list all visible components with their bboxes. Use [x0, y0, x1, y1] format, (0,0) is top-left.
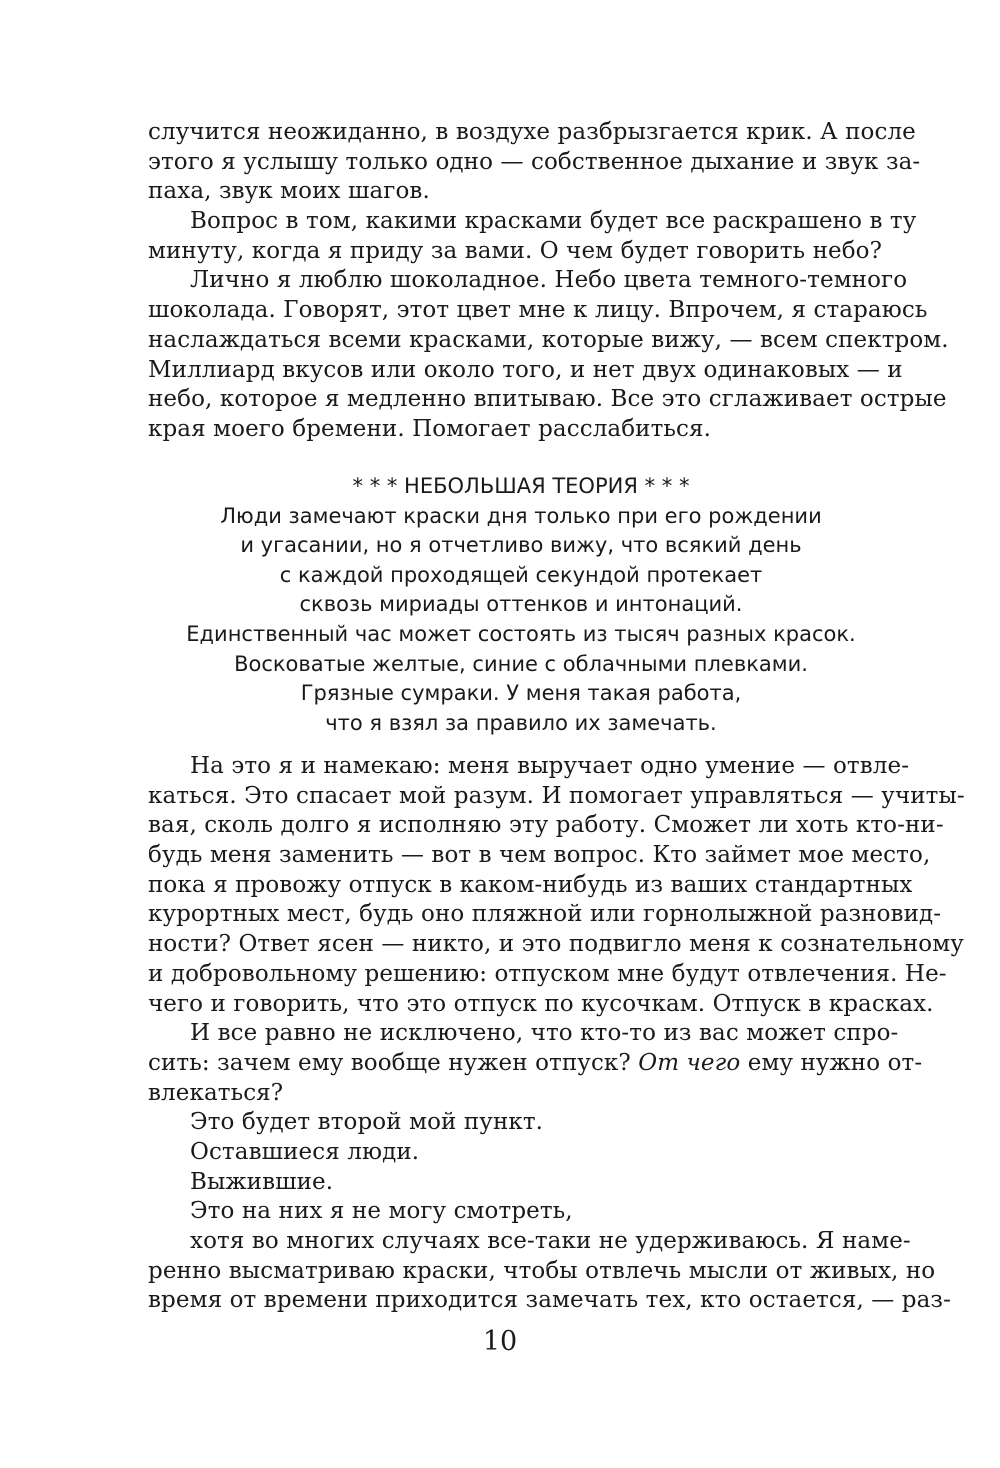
theory-heading: * * * НЕБОЛЬШАЯ ТЕОРИЯ * * * [352, 474, 690, 498]
text-line: наслаждаться всеми красками, которые вижу, — всем спектром. [148, 326, 949, 353]
text-line: минуту, когда я приду за вами. О чем будет говорить небо? [148, 237, 883, 264]
text-line: шоколада. Говорят, этот цвет мне к лицу. Впрочем, я стараюсь [148, 297, 928, 324]
theory-line: Люди замечают краски дня только при его рождении [220, 503, 822, 528]
text-fragment: сить: зачем ему вообще нужен отпуск? [148, 1049, 639, 1076]
theory-insert [148, 472, 894, 738]
theory-line: с каждой проходящей секундой протекает [279, 562, 763, 587]
text-line: небо, которое я медленно впитываю. Все это сглаживает острые [148, 386, 947, 413]
text-line: Вопрос в том, какими красками будет все раскрашено в ту [190, 208, 917, 235]
italic-fragment: От чего [638, 1049, 741, 1076]
text-line: паха, звук моих шагов. [148, 178, 430, 205]
text-line: Миллиард вкусов или около того, и нет двух одинаковых — и [148, 356, 903, 383]
text-line: края моего бремени. Помогает расслабиться. [148, 415, 712, 442]
theory-line: что я взял за правило их замечать. [325, 710, 717, 735]
theory-line: Единственный час может состоять из тысяч разных красок. [186, 621, 856, 646]
paragraph-bottom [148, 752, 965, 1316]
text-line: На это я и намекаю: меня выручает одно умение — отвле- [190, 753, 910, 779]
text-line: ности? Ответ ясен — никто, и это подвигло меня к сознательному [148, 931, 964, 958]
text-line: каться. Это спасает мой разум. И помогает управляться — учиты- [148, 782, 965, 809]
text-line: Это будет второй мой пункт. [190, 1109, 544, 1136]
text-line: Лично я люблю шоколадное. Небо цвета темного-темного [190, 267, 908, 294]
text-line: время от времени приходится замечать тех, кто остается, — раз- [148, 1287, 951, 1314]
text-line: курортных мест, будь оно пляжной или горнолыжной разновид- [148, 901, 942, 928]
text-line: случится неожиданно, в воздухе разбрызгается крик. А после [148, 119, 916, 145]
text-line: И все равно не исключено, что кто-то из вас может спро- [190, 1020, 899, 1047]
theory-line: и угасании, но я отчетливо вижу, что всякий день [240, 533, 802, 558]
theory-line: Грязные сумраки. У меня такая работа, [300, 681, 742, 706]
text-line: чего и говорить, что это отпуск по кусочкам. Отпуск в красках. [148, 990, 934, 1017]
text-line: Выжившие. [190, 1168, 334, 1195]
theory-line: сквозь мириады оттенков и интонаций. [299, 592, 743, 617]
text-line: пока я провожу отпуск в каком-нибудь из ваших стандартных [148, 871, 913, 898]
paragraph-top [148, 118, 949, 445]
text-line: хотя во многих случаях все-таки не удерживаюсь. Я наме- [190, 1228, 911, 1254]
text-line [148, 1049, 923, 1079]
text-line: вая, сколь долго я исполняю эту работу. Сможет ли хоть кто-ни- [148, 812, 944, 839]
text-line: Оставшиеся люди. [190, 1138, 420, 1165]
text-line: и добровольному решению: отпуском мне будут отвлечения. Не- [148, 960, 947, 987]
text-line: Это на них я не могу смотреть, [190, 1198, 573, 1225]
text-line: этого я услышу только одно — собственное дыхание и звук за- [148, 148, 921, 175]
text-line: будь меня заменить — вот в чем вопрос. Кто займет мое место, [148, 842, 931, 869]
page-number: 10 [482, 1326, 518, 1357]
text-line: влекаться? [148, 1079, 284, 1106]
text-line: ренно высматриваю краски, чтобы отвлечь мысли от живых, но [148, 1257, 936, 1284]
text-fragment: ему нужно от- [740, 1049, 923, 1076]
theory-line: Восковатые желтые, синие с облачными плевками. [234, 651, 808, 676]
